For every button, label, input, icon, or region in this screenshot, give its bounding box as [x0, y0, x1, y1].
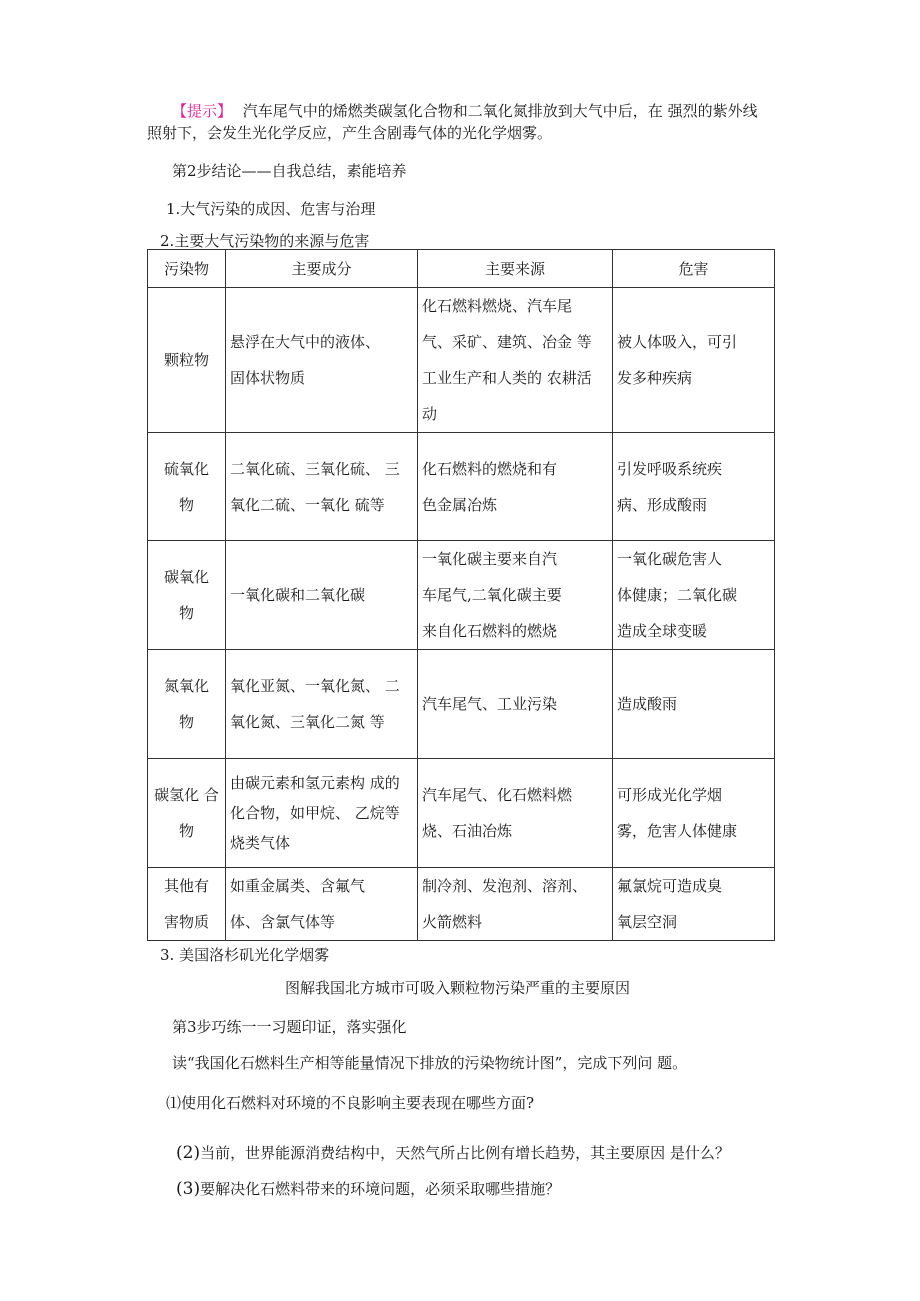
table-row [148, 288, 775, 433]
components-cell: 一氧化碳和二氧化碳 [226, 541, 418, 650]
sources-cell: 一氧化碳主要来自汽 车尾气,二氧化碳主要 来自化石燃料的燃烧 [418, 541, 613, 650]
header-sources: 主要来源 [418, 250, 613, 288]
pollutant-table [147, 249, 775, 941]
harm-cell: 造成酸雨 [613, 650, 775, 759]
table-row [148, 650, 775, 759]
step3-title: 第3步巧练一一习题印证，落实强化 [172, 1018, 407, 1036]
question-3-number: (3) [176, 1179, 201, 1199]
table-header-row [148, 250, 775, 288]
hint-text-1: 汽车尾气中的烯燃类碳氢化合物和二氧化氮排放到大气中后，在 强烈的紫外线 [242, 102, 758, 120]
components-cell: 氧化亚氮、一氧化氮、 二 氧化氮、三氧化二氮 等 [226, 650, 418, 759]
pollutant-cell: 颗粒物 [148, 288, 226, 433]
harm-cell: 氟氯烷可造成臭 氧层空洞 [613, 868, 775, 941]
harm-cell: 可形成光化学烟 雾，危害人体健康 [613, 759, 775, 868]
pollutant-cell: 氮氧化 物 [148, 650, 226, 759]
table-row [148, 541, 775, 650]
pollutant-cell: 碳氢化 合 物 [148, 759, 226, 868]
components-cell: 由碳元素和氢元素构 成的 化合物，如甲烷、 乙烷等 烧类气体 [226, 759, 418, 868]
harm-cell: 被人体吸入，可引 发多种疾病 [613, 288, 775, 433]
question-3 [176, 1178, 560, 1200]
sources-cell: 制冷剂、发泡剂、溶剂、 火箭燃料 [418, 868, 613, 941]
question-1: ⑴使用化石燃料对环境的不良影响主要表现在哪些方面? [166, 1094, 535, 1112]
components-cell: 悬浮在大气中的液体、 固体状物质 [226, 288, 418, 433]
sources-cell: 化石燃料的燃烧和有 色金属冶炼 [418, 433, 613, 541]
harm-cell: 一氧化碳危害人 体健康；二氧化碳 造成全球变暖 [613, 541, 775, 650]
table-row [148, 868, 775, 941]
harm-cell: 引发呼吸系统疾 病、形成酸雨 [613, 433, 775, 541]
read-prompt: 读“我国化石燃料生产相等能量情况下排放的污染物统计图”，完成下列问 题。 [172, 1054, 688, 1072]
question-2 [176, 1142, 730, 1164]
hint-label: 【提示】 [172, 102, 233, 120]
item-1: 1.大气污染的成因、危害与治理 [166, 200, 376, 218]
header-pollutant: 污染物 [148, 250, 226, 288]
question-2-number: (2) [176, 1143, 201, 1163]
sources-cell: 汽车尾气、工业污染 [418, 650, 613, 759]
components-cell: 如重金属类、含氟气 体、含氯气体等 [226, 868, 418, 941]
hint-line-1 [172, 100, 758, 122]
header-harm: 危害 [613, 250, 775, 288]
sources-cell: 汽车尾气、化石燃料燃 烧、石油冶炼 [418, 759, 613, 868]
step2-title: 第2步结论——自我总结，素能培养 [172, 162, 407, 180]
item-2: 2.主要大气污染物的来源与危害 [160, 232, 370, 250]
pollutant-cell: 硫氧化 物 [148, 433, 226, 541]
table-row [148, 433, 775, 541]
pollutant-cell: 其他有 害物质 [148, 868, 226, 941]
table-row [148, 759, 775, 868]
question-2-text: 当前，世界能源消费结构中，天然气所占比例有增长趋势，其主要原因 是什么？ [200, 1144, 730, 1162]
figure-caption: 图解我国北方城市可吸入颗粒物污染严重的主要原因 [285, 979, 631, 997]
components-cell: 二氧化硫、三氧化硫、 三 氧化二硫、一氧化 硫等 [226, 433, 418, 541]
sources-cell: 化石燃料燃烧、汽车尾 气、采矿、建筑、冶金 等 工业生产和人类的 农耕活 动 [418, 288, 613, 433]
header-components: 主要成分 [226, 250, 418, 288]
hint-line-2: 照射下，会发生光化学反应，产生含剧毒气体的光化学烟雾。 [147, 124, 553, 142]
question-3-text: 要解决化石燃料带来的环境问题，必须采取哪些措施？ [200, 1180, 561, 1198]
pollutant-cell: 碳氧化 物 [148, 541, 226, 650]
item-3: 3. 美国洛杉矶光化学烟雾 [160, 946, 330, 964]
